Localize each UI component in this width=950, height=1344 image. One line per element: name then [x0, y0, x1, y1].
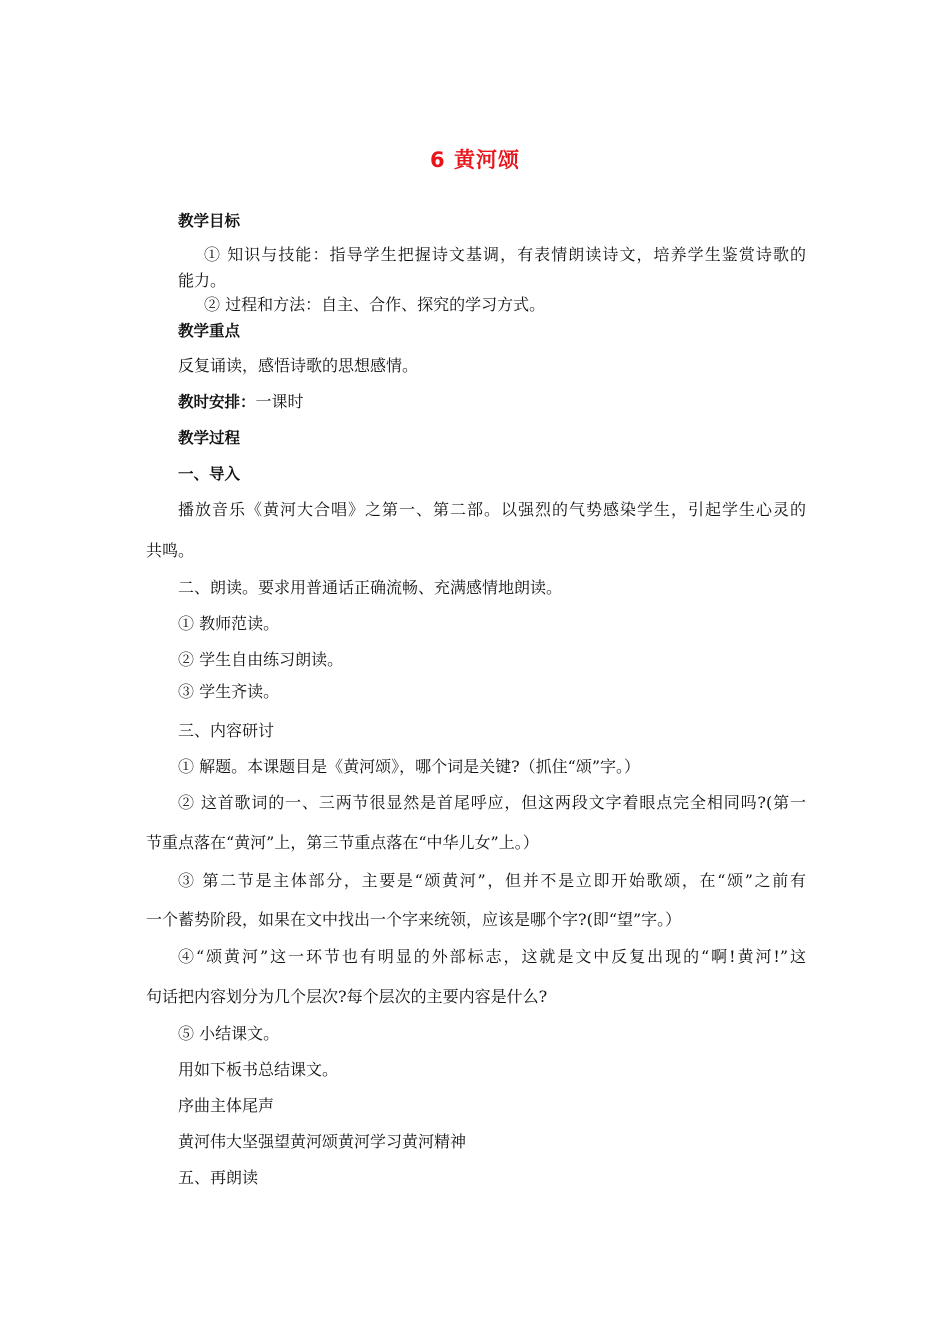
goal-knowledge-line2: 能力。 [178, 271, 227, 290]
schedule-value: 一课时 [255, 392, 304, 411]
board-line-2: 黄河伟大坚强望黄河颂黄河学习黄河精神 [178, 1132, 467, 1151]
section-reading: 二、朗读。要求用普通话正确流畅、充满感情地朗读。 [178, 578, 563, 597]
introduction-text-line2: 共鸣。 [146, 541, 195, 560]
section-introduction: 一、导入 [178, 465, 241, 483]
reading-step-2: ② 学生自由练习朗读。 [178, 650, 344, 669]
goal-process-methods: ② 过程和方法：自主、合作、探究的学习方式。 [204, 295, 546, 314]
teaching-key-text: 反复诵读，感悟诗歌的思想感情。 [178, 356, 419, 375]
study-item-3-line2: 一个蓄势阶段，如果在文中找出一个字来统领，应该是哪个字?(即“望”字。） [146, 910, 682, 929]
board-intro: 用如下板书总结课文。 [178, 1060, 339, 1079]
board-line-1: 序曲主体尾声 [178, 1096, 275, 1115]
heading-teaching-process: 教学过程 [178, 429, 241, 447]
study-item-3-line1: ③ 第二节是主体部分，主要是“颂黄河”，但并不是立即开始歌颂，在“颂”之前有 [178, 871, 806, 890]
heading-teaching-goals: 教学目标 [178, 212, 241, 230]
introduction-text-line1: 播放音乐《黄河大合唱》之第一、第二部。以强烈的气势感染学生，引起学生心灵的 [178, 500, 806, 519]
study-item-4-line1: ④“颂黄河”这一环节也有明显的外部标志，这就是文中反复出现的“啊!黄河!”这 [178, 947, 806, 966]
heading-teaching-key: 教学重点 [178, 322, 241, 340]
study-item-4-line2: 句话把内容划分为几个层次?每个层次的主要内容是什么? [146, 987, 548, 1006]
goal-knowledge-line1: ① 知识与技能：指导学生把握诗文基调，有表情朗读诗文，培养学生鉴赏诗歌的 [204, 245, 806, 264]
study-item-5: ⑤ 小结课文。 [178, 1024, 280, 1043]
schedule-row [178, 391, 304, 413]
section-content-study: 三、内容研讨 [178, 721, 275, 740]
reading-step-3: ③ 学生齐读。 [178, 682, 280, 701]
study-item-1: ① 解题。本课题目是《黄河颂》，哪个词是关键?（抓住“颂”字。） [178, 757, 641, 776]
document-title: 6 黄河颂 [430, 148, 520, 172]
section-reread: 五、再朗读 [178, 1168, 259, 1187]
study-item-2-line1: ② 这首歌词的一、三两节很显然是首尾呼应，但这两段文字着眼点完全相同吗?(第一 [178, 793, 806, 812]
schedule-label: 教时安排： [178, 393, 256, 411]
reading-step-1: ① 教师范读。 [178, 614, 280, 633]
study-item-2-line2: 节重点落在“黄河”上，第三节重点落在“中华儿女”上。） [146, 833, 539, 852]
